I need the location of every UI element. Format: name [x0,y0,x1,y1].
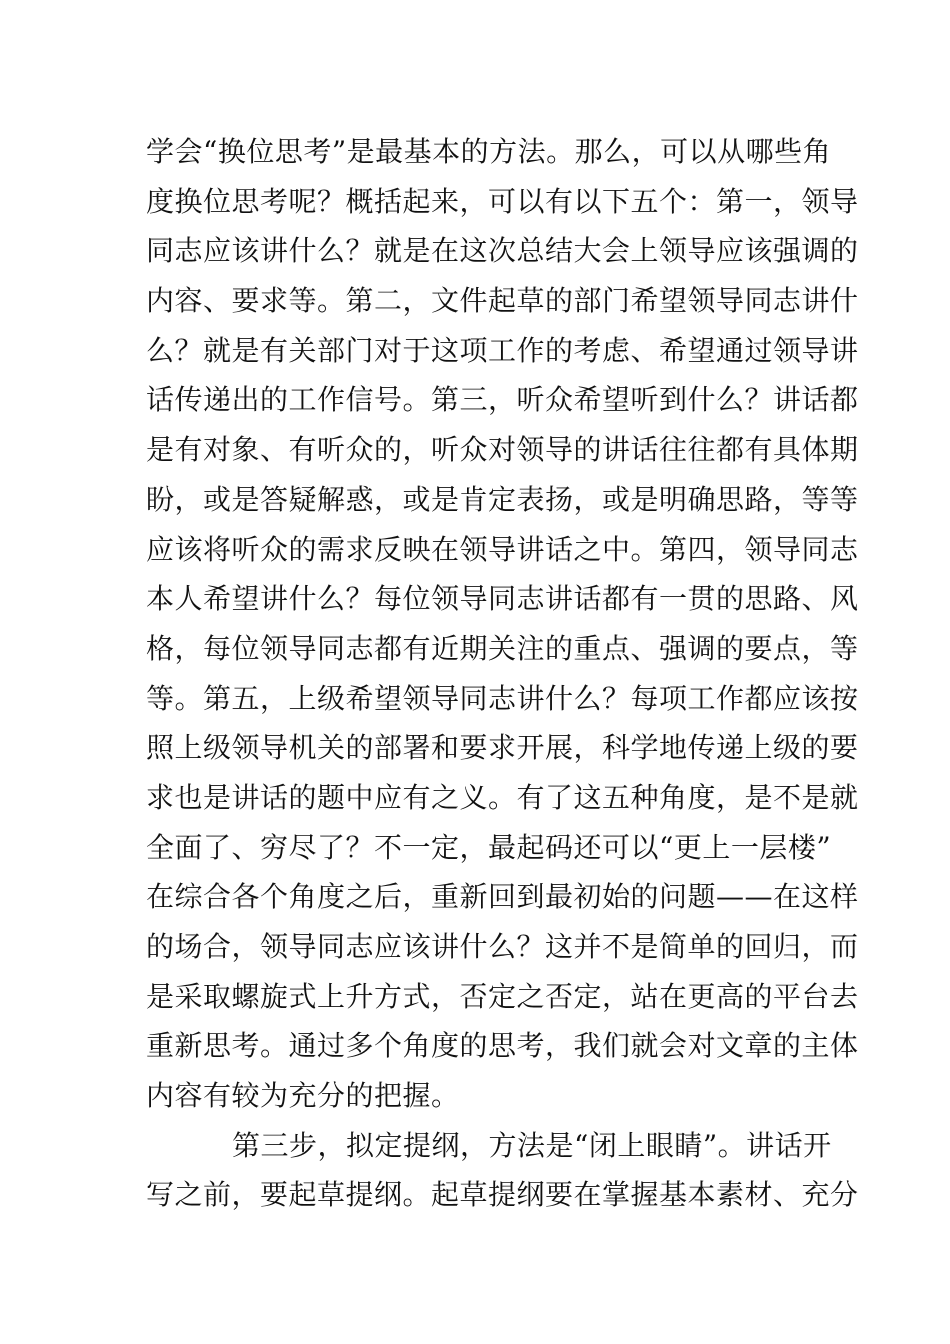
body-text [146,127,859,1220]
text-line: 在综合各个角度之后，重新回到最初始的问题——在这样 [146,880,859,914]
text-line: 重新思考。通过多个角度的思考，我们就会对文章的主体 [146,1029,859,1063]
text-line: 本人希望讲什么？每位领导同志讲话都有一贯的思路、风 [146,582,859,616]
text-line: 内容、要求等。第二，文件起草的部门希望领导同志讲什 [146,284,859,318]
text-line: 是采取螺旋式上升方式，否定之否定，站在更高的平台去 [146,979,859,1013]
text-line: 照上级领导机关的部署和要求开展，科学地传递上级的要 [146,731,859,765]
text-line: 学会“换位思考”是最基本的方法。那么，可以从哪些角 [146,135,832,168]
text-line: 应该将听众的需求反映在领导讲话之中。第四，领导同志 [146,532,859,566]
text-line: 度换位思考呢？概括起来，可以有以下五个：第一，领导 [146,184,859,218]
text-line: 是有对象、有听众的，听众对领导的讲话往往都有具体期 [146,433,859,467]
text-line: 等。第五，上级希望领导同志讲什么？每项工作都应该按 [146,681,859,715]
text-line: 求也是讲话的题中应有之义。有了这五种角度，是不是就 [146,780,859,814]
text-line: 盼，或是答疑解惑，或是肯定表扬，或是明确思路，等等 [146,482,859,516]
text-line: 话传递出的工作信号。第三，听众希望听到什么？讲话都 [146,383,859,417]
text-line: 写之前，要起草提纲。起草提纲要在掌握基本素材、充分 [146,1178,859,1212]
text-line: 同志应该讲什么？就是在这次总结大会上领导应该强调的 [146,234,859,268]
text-line: 全面了、穷尽了？不一定，最起码还可以“更上一层楼” [146,830,832,864]
text-line: 的场合，领导同志应该讲什么？这并不是简单的回归，而 [146,930,859,963]
text-line: 格，每位领导同志都有近期关注的重点、强调的要点，等 [146,631,859,665]
text-line: 内容有较为充分的把握。 [146,1079,460,1113]
paragraph-start-line: 第三步，拟定提纲，方法是“闭上眼睛”。讲话开 [232,1128,832,1162]
text-line: 么？就是有关部门对于这项工作的考虑、希望通过领导讲 [146,333,859,367]
